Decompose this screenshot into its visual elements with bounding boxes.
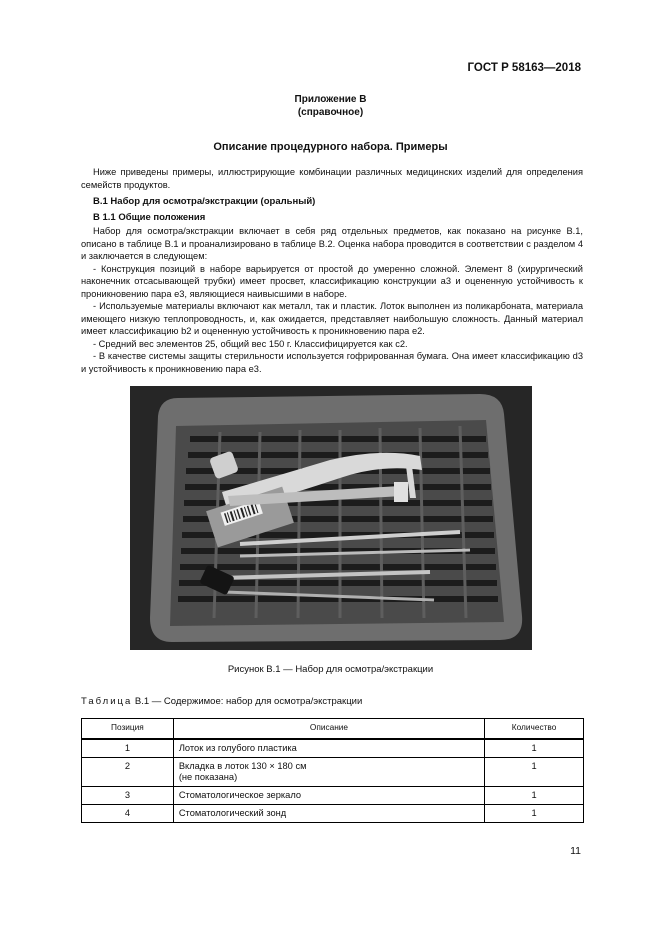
table-row — [82, 739, 584, 758]
subsection-b1-heading: В.1 Набор для осмотра/экстракции (оральный) — [93, 196, 316, 207]
cell-description: Стоматологическое зеркало — [173, 787, 484, 805]
cell-description: Стоматологический зонд — [173, 805, 484, 823]
cell-position: 3 — [82, 787, 174, 805]
intro-paragraph: Ниже приведены примеры, иллюстрирующие комбинации различных медицинских изделий для определения семейств продуктов. — [81, 167, 583, 190]
table-row — [82, 805, 584, 823]
general-provisions-text — [81, 225, 583, 375]
table-caption — [81, 696, 362, 707]
table-row — [82, 787, 584, 805]
cell-quantity: 1 — [485, 805, 584, 823]
cell-position: 1 — [82, 739, 174, 758]
instrument-tray-photo — [130, 386, 532, 650]
cell-quantity: 1 — [485, 787, 584, 805]
cell-position: 4 — [82, 805, 174, 823]
annex-heading — [0, 93, 661, 119]
page-number: 11 — [570, 845, 581, 857]
cell-position: 2 — [82, 758, 174, 787]
column-header-position: Позиция — [82, 719, 174, 740]
paragraph: - Конструкция позиций в наборе варьируется от простой до умеренно сложной. Элемент 8 (хирургический наконечник отсасывающей трубки) имеет просвет, классификацию конструкции а3 и оцененную устойчивость к проникновению пара е3, являющиеся наивысшими в наборе. — [81, 263, 583, 299]
subsection-b11-heading: В 1.1 Общие положения — [93, 212, 206, 223]
cell-description-main: Вкладка в лоток 130 × 180 см — [178, 761, 307, 771]
column-header-quantity: Количество — [485, 719, 584, 740]
cell-description — [173, 758, 484, 787]
paragraph: - В качестве системы защиты стерильности используется гофрированная бумага. Она имеет классификацию d3 и устойчивость к проникновению пара е3. — [81, 351, 583, 374]
paragraph: Набор для осмотра/экстракции включает в себя ряд отдельных предметов, как показано на рисунке В.1, описано в таблице В.1 и проанализировано в таблице В.2. Оценка набора проводится в соответствии с разделом 4 и заключается в следующем: — [81, 226, 583, 261]
cell-quantity: 1 — [485, 739, 584, 758]
annex-subtitle: (справочное) — [297, 107, 364, 118]
table-row — [82, 758, 584, 787]
cell-description-note: (не показана) — [178, 772, 238, 782]
column-header-description: Описание — [173, 719, 484, 740]
tray-illustration — [130, 386, 532, 650]
paragraph: - Используемые материалы включают как металл, так и пластик. Лоток выполнен из поликарбоната, материала имеющего низкую теплопроводность, и, как ожидается, представляет наибольшую сложность. Данный материал имеет классификацию b2 и оцененную устойчивость к проникновению пара е2. — [81, 301, 583, 336]
annex-title: Приложение В — [294, 94, 367, 105]
section-title: Описание процедурного набора. Примеры — [213, 141, 448, 153]
paragraph: - Средний вес элементов 25, общий вес 150 г. Классифицируется как с2. — [93, 338, 408, 349]
figure-caption: Рисунок В.1 — Набор для осмотра/экстракции — [227, 664, 434, 675]
table-header-row — [82, 719, 584, 740]
standard-number: ГОСТ Р 58163—2018 — [467, 62, 581, 74]
table-caption-text: В.1 — Содержимое: набор для осмотра/экстракции — [134, 696, 363, 707]
contents-table — [81, 718, 584, 823]
table-caption-label: Таблица — [81, 696, 133, 707]
cell-description: Лоток из голубого пластика — [173, 739, 484, 758]
cell-quantity: 1 — [485, 758, 584, 787]
